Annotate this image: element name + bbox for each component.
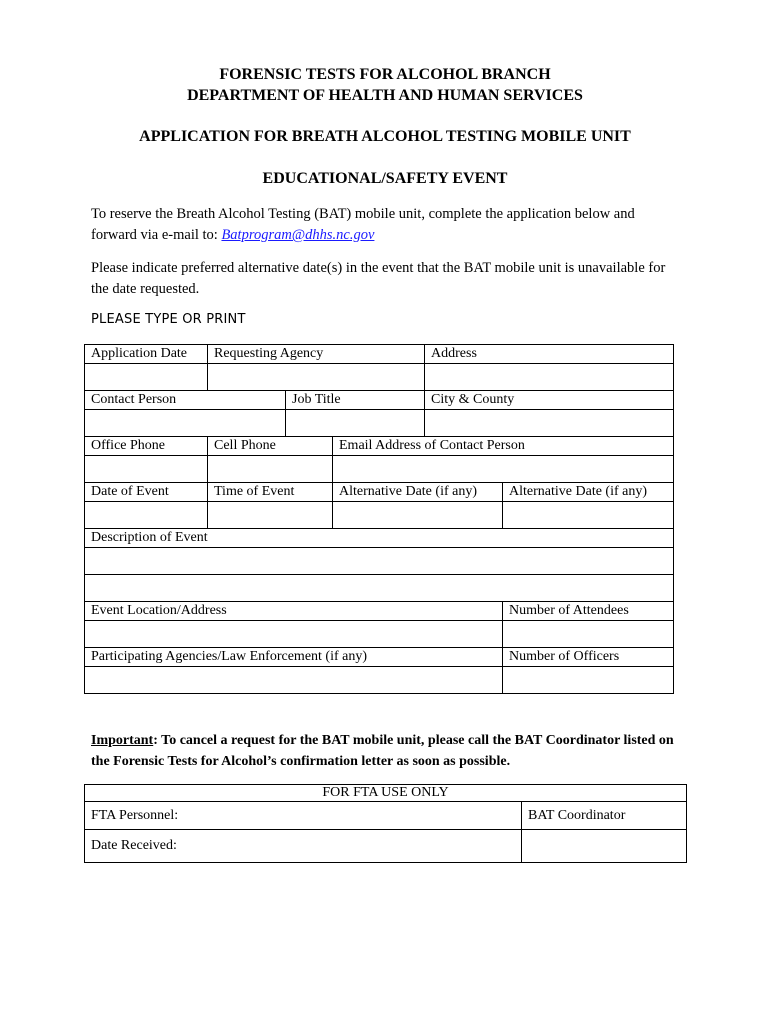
alt-date-1-field[interactable]: [333, 502, 503, 529]
intro-paragraph: [91, 204, 681, 246]
description-label: Description of Event: [85, 529, 674, 548]
application-form-table: [84, 344, 674, 694]
address-label: Address: [425, 345, 674, 364]
branch-name: FORENSIC TESTS FOR ALCOHOL BRANCH: [219, 66, 551, 83]
alt-date-1-label: Alternative Date (if any): [333, 483, 503, 502]
address-field[interactable]: [425, 364, 674, 391]
cell-phone-label: Cell Phone: [208, 437, 333, 456]
fta-use-only-table: [84, 784, 687, 863]
alt-date-2-field[interactable]: [503, 502, 674, 529]
participating-agencies-field[interactable]: [85, 667, 503, 694]
application-date-field[interactable]: [85, 364, 208, 391]
fta-personnel-label: FTA Personnel:: [85, 802, 522, 830]
email-contact-label: Email Address of Contact Person: [333, 437, 674, 456]
city-county-field[interactable]: [425, 410, 674, 437]
description-field-line-1[interactable]: [85, 548, 674, 575]
number-attendees-field[interactable]: [503, 621, 674, 648]
requesting-agency-field[interactable]: [208, 364, 425, 391]
email-contact-field[interactable]: [333, 456, 674, 483]
cell-phone-field[interactable]: [208, 456, 333, 483]
alt-date-2-label: Alternative Date (if any): [503, 483, 674, 502]
important-notice: [91, 730, 691, 772]
application-date-label: Application Date: [85, 345, 208, 364]
fta-use-only-title: FOR FTA USE ONLY: [85, 785, 687, 802]
time-of-event-field[interactable]: [208, 502, 333, 529]
important-label: Important: [91, 733, 154, 748]
type-or-print-note: PLEASE TYPE OR PRINT: [91, 312, 246, 327]
number-officers-field[interactable]: [503, 667, 674, 694]
office-phone-label: Office Phone: [85, 437, 208, 456]
job-title-label: Job Title: [286, 391, 425, 410]
city-county-label: City & County: [425, 391, 674, 410]
number-officers-label: Number of Officers: [503, 648, 674, 667]
intro-text: To reserve the Breath Alcohol Testing (BAT) mobile unit, complete the application below and forward via e-mail to:: [91, 206, 635, 243]
job-title-field[interactable]: [286, 410, 425, 437]
description-field-line-2[interactable]: [85, 575, 674, 602]
office-phone-field[interactable]: [85, 456, 208, 483]
number-attendees-label: Number of Attendees: [503, 602, 674, 621]
date-of-event-field[interactable]: [85, 502, 208, 529]
form-subtitle: EDUCATIONAL/SAFETY EVENT: [262, 170, 508, 187]
form-title: APPLICATION FOR BREATH ALCOHOL TESTING MOBILE UNIT: [139, 128, 631, 145]
email-link[interactable]: Batprogram@dhhs.nc.gov: [221, 227, 375, 243]
alt-dates-paragraph: Please indicate preferred alternative date(s) in the event that the BAT mobile unit is unavailable for the date requested.: [91, 260, 666, 297]
bat-coordinator-field[interactable]: [522, 830, 687, 863]
bat-coordinator-label: BAT Coordinator: [522, 802, 687, 830]
event-location-label: Event Location/Address: [85, 602, 503, 621]
date-received-label: Date Received:: [85, 830, 522, 863]
requesting-agency-label: Requesting Agency: [208, 345, 425, 364]
date-of-event-label: Date of Event: [85, 483, 208, 502]
participating-agencies-label: Participating Agencies/Law Enforcement (if any): [85, 648, 503, 667]
contact-person-field[interactable]: [85, 410, 286, 437]
time-of-event-label: Time of Event: [208, 483, 333, 502]
event-location-field[interactable]: [85, 621, 503, 648]
important-text: : To cancel a request for the BAT mobile unit, please call the BAT Coordinator listed on the Forensic Tests for Alcohol’s confirmation letter as soon as possible.: [91, 733, 674, 769]
department-name: DEPARTMENT OF HEALTH AND HUMAN SERVICES: [187, 87, 583, 104]
contact-person-label: Contact Person: [85, 391, 286, 410]
